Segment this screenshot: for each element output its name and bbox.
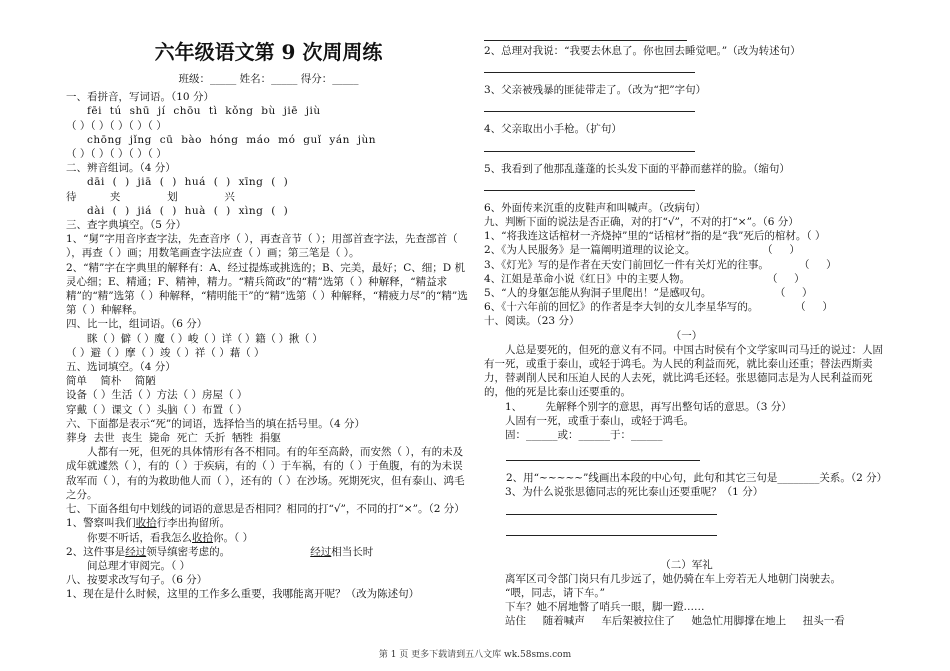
reading-question-1: 1、 先解释个别字的意思，再写出整句话的意思。（3 分） xyxy=(505,400,792,413)
answer-row-2: （ ）（ ）（ ）（ ）（ ） xyxy=(66,148,167,161)
answer-line xyxy=(484,58,695,73)
death-paragraph: 人都有一死，但死的具体情形有各不相同。有的年至高龄，而安然（ ），有的未及成年就遽然（ ），有的（ ）于疾病，有的（ ）于车祸，有的（ ）于鱼腹，有的为未误敌军而（ ），有的为救助他人而（ ），还有的（ ）在沙场。死期死灾，但有泰山、鸿毛之分。 xyxy=(66,446,465,501)
answer-line xyxy=(506,521,717,536)
judge-item-3: 3、《灯光》写的是作者在天安门前回忆一件有关灯光的往事。 （ ） xyxy=(484,258,837,271)
passage-2-line-4: 站住 随着喊声 车后架被拉住了 她急忙用脚撑在地上 扭头一看 xyxy=(505,615,845,628)
dictionary-question-1: 1、“舅”字用音序查字法，先查音序（ ），再查音节（ ）；用部首查字法，先查部首（ ），再查（ ）画；用数笔画查字法应查（ ）画；第三笔是（ ）。 xyxy=(66,233,458,260)
character-row: 待 夹 划 兴 xyxy=(66,190,235,203)
answer-row-1: （ ）（ ）（ ）（ ）（ ） xyxy=(66,119,167,132)
section-3-heading: 三、查字典填空。（5 分） xyxy=(66,219,187,232)
explain-blanks: 固：______或：______于：______ xyxy=(505,429,663,442)
answer-line xyxy=(484,34,687,41)
pinyin-row-1: fēi tú shū jí chōu tì kǒng bù jiē jiù xyxy=(87,105,321,118)
page-title: 六年级语文第 9 次周周练 xyxy=(154,40,383,64)
quote-sentence: 人固有一死，或重于泰山，或轻于鸿毛。 xyxy=(505,414,694,427)
underlined-word: 经过 xyxy=(310,545,332,558)
section-8-heading: 八、按要求改写句子。（6 分） xyxy=(66,574,208,587)
passage-2-heading: （二）军礼 xyxy=(660,558,713,571)
answer-line xyxy=(484,97,695,112)
section-6-heading: 六、下面都是表示“死”的词语，选择恰当的填在括号里。（4 分） xyxy=(66,417,366,430)
right-column xyxy=(484,34,889,629)
pinyin-row-2: chōng jǐng cū bào hóng máo mó guǐ yán jùn xyxy=(87,133,376,146)
answer-line xyxy=(506,446,700,461)
compare-sentence-2a: 2、这件事是经过领导缜密考虑的。 经过相当长时 xyxy=(66,545,374,558)
section-10-heading: 十、阅读。（23 分） xyxy=(484,315,580,328)
compare-sentence-1a: 1、警察叫我们收拾行李出拘留所。 xyxy=(66,517,231,530)
rewrite-question-5: 5、我看到了他那乱蓬蓬的长头发下面的平静而慈祥的脸。（缩句） xyxy=(484,162,790,175)
section-1-heading: 一、看拼音，写词语。（10 分） xyxy=(66,91,214,104)
passage-2-line-3: 下车？她不屑地瞥了哨兵一眼，脚一蹬…… xyxy=(505,601,705,614)
compare-row-1: 眯（ ）僻（ ）魔（ ）峻（ ）详（ ）籍（ ）揪（ ） xyxy=(87,332,323,345)
underlined-word: 收拾 xyxy=(135,517,157,530)
death-word-list: 葬身 去世 丧生 毙命 死亡 夭折 牺牲 捐躯 xyxy=(66,432,281,445)
section-5-heading: 五、选词填空。（4 分） xyxy=(66,361,176,374)
reading-question-3: 3、为什么说张思德同志的死比泰山还要重呢？（1 分） xyxy=(505,486,764,499)
student-info: 班级：_____ 姓名：_____ 得分：_____ xyxy=(178,73,359,85)
underlined-word: 经过 xyxy=(125,545,147,558)
section-2-heading: 二、辨音组词。（4 分） xyxy=(66,162,176,175)
rewrite-question-3: 3、父亲被残暴的匪徒带走了。（改为“把”字句） xyxy=(484,84,707,97)
pronunciation-row-1: dāi ( ) jiā ( ) huá ( ) xīng ( ) xyxy=(87,176,289,189)
dictionary-question-2: 2、“精”字在字典里的解释有：A、经过提炼或挑选的；B、完美，最好；C、细；D 机灵心细；E、精通；F、精神，精力。“精兵简政”的“精”选第（ ）种解释，“精益求精”的“精”选第（ ）种解释，“精明能干”的“精”选第（ ）种解释，“精疲力尽”的“精”选第（ ）种解释。 xyxy=(66,261,468,317)
answer-line xyxy=(484,137,695,152)
passage-1-heading: （一） xyxy=(670,329,703,342)
section-4-heading: 四、比一比，组词语。（6 分） xyxy=(66,318,208,331)
section-7-heading: 七、下面各组句中划线的词语的意思是否相同？相同的打“√”，不同的打“×”。（2 分） xyxy=(66,503,465,516)
page-footer: 第 1 页 更多下载请到五八文库 wk.58sms.com xyxy=(378,650,572,660)
passage-2-line-2: “喂，同志，请下车。” xyxy=(505,587,605,600)
left-column xyxy=(66,72,471,602)
compare-sentence-2b: 间总理才审阅完。（ ） xyxy=(87,559,191,572)
rewrite-question-2: 2、总理对我说：“我要去休息了。你也回去睡觉吧。”（改为转述句） xyxy=(484,45,801,57)
compare-row-2: （ ）避（ ）摩（ ）竣（ ）祥（ ）藉（ ） xyxy=(66,346,265,359)
fill-row-2: 穿戴（ ）课文（ ）头脑（ ）布置（ ） xyxy=(66,403,248,416)
judge-item-2: 2、《为人民服务》是一篇阐明道理的议论文。 （ ） xyxy=(484,244,800,257)
passage-1-text: 人总是要死的，但死的意义有不同。中国古时侯有个文学家叫司马迁的说过：人固有一死，或重于泰山，或轻于鸿毛。为人民的利益而死，就比泰山还重；替法西斯卖力，替剥削人民和压迫人民的人去死，就比鸿毛还轻。张思德同志是为人民利益而死的，他的死是比泰山还要重的。 xyxy=(484,343,883,399)
reading-question-2: 2、用“~~~~~”线画出本段的中心句，此句和其它三句是________关系。（2 分） xyxy=(506,472,888,485)
underlined-word: 收拾 xyxy=(192,531,213,544)
compare-sentence-1b: 你要不听话，看我怎么收拾你。（ ） xyxy=(87,531,254,544)
passage-2-line-1: 离军区司令部门岗只有几步远了，她仍骑在车上旁若无人地朝门岗驶去。 xyxy=(505,572,841,585)
judge-item-1: 1、“将我连这话棺材一齐烧掉”里的“话棺材”指的是“我”死后的棺材。（ ） xyxy=(484,230,826,243)
fill-row-1: 设备（ ）生活（ ）方法（ ）房屋（ ） xyxy=(66,389,248,402)
pronunciation-row-2: dài ( ) jiá ( ) huà ( ) xìng ( ) xyxy=(87,204,289,217)
rewrite-question-4: 4、父亲取出小手枪。（扩句） xyxy=(484,123,622,136)
section-9-heading: 九、判断下面的说法是否正确，对的打“√”，不对的打“×”。（6 分） xyxy=(484,216,799,229)
judge-item-4: 4、江姐是革命小说《红日》中的主要人物。 （ ） xyxy=(484,272,805,285)
word-choices: 简单 简朴 简陋 xyxy=(66,375,156,388)
judge-item-6: 6、《十六年前的回忆》的作者是李大钊的女儿李星华写的。 （ ） xyxy=(484,301,833,314)
rewrite-question-6: 6、外面传来沉重的皮鞋声和叫喊声。（改病句） xyxy=(484,201,706,214)
answer-line xyxy=(484,176,695,191)
answer-line xyxy=(506,500,717,515)
judge-item-5: 5、“人的身躯怎能从狗洞子里爬出！”是感叹句。 （ ） xyxy=(484,287,813,300)
rewrite-question-1: 1、现在是什么时候，这里的工作多么重要，我哪能离开呢？（改为陈述句） xyxy=(66,588,420,601)
